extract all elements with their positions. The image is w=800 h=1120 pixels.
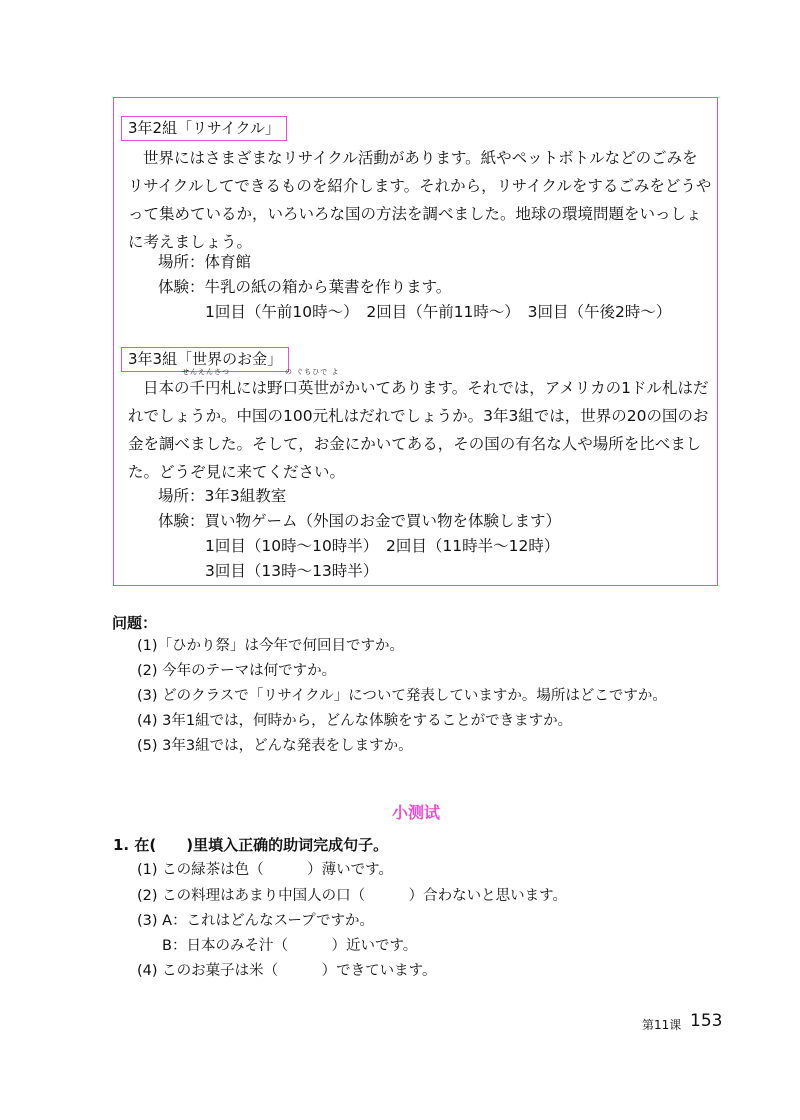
footer-page-number: 153 <box>690 1011 723 1031</box>
question-1: (1)「ひかり祭」は今年で何回目ですか。 <box>137 638 405 654</box>
section-title-money: 3年3組「世界のお金」 <box>121 347 289 372</box>
section-title-recycle: 3年2組「リサイクル」 <box>121 116 287 141</box>
question-4: (4) 3年1組では，何時から，どんな体験をすることができますか。 <box>137 713 573 729</box>
quiz-item-1: (1) この緑茶は色（ ）薄いです。 <box>137 862 393 878</box>
section-place-money: 場所：3年3組教室 <box>158 487 287 505</box>
quiz-item-3b: B：日本のみそ汁（ ）近いです。 <box>162 938 418 954</box>
ruby-noguchihideyo: の ぐちひで よ <box>285 368 340 376</box>
ruby-senensatsu: せんえんさつ <box>182 368 230 376</box>
quiz-title: 小测试 <box>392 803 441 822</box>
section-times-money-1: 1回目（10時～10時半） 2回目（11時半～12時） <box>205 537 560 555</box>
section-times-money-2: 3回目（13時～13時半） <box>205 562 379 580</box>
section-times-recycle: 1回目（午前10時～） 2回目（午前11時～） 3回目（午後2時～） <box>205 303 672 321</box>
footer-lesson-label: 第11课 <box>642 1018 682 1032</box>
section-experience-money: 体験：買い物ゲーム（外国のお金で買い物を体験します） <box>158 512 562 530</box>
section-paragraph-money: 日本の千円札には野口英世がかいてあります。それでは，アメリカの1ドル札はだれでしょうか。中国の100元札はだれでしょうか。3年3組では，世界の20の国のお金を調べました。そして，お金にかいてある，その国の有名な人や場所を比べました。どうぞ見に来てください。 <box>128 379 709 481</box>
question-2: (2) 今年のテーマは何ですか。 <box>137 663 337 679</box>
quiz-item-3a: (3) A：これはどんなスープですか。 <box>137 913 375 929</box>
quiz-item-2: (2) この料理はあまり中国人の口（ ）合わないと思います。 <box>137 888 567 904</box>
questions-heading: 问题： <box>112 614 158 632</box>
section-experience-recycle: 体験：牛乳の紙の箱から葉書を作ります。 <box>158 278 452 296</box>
quiz-item-4: (4) このお菓子は米（ ）できています。 <box>137 963 437 979</box>
question-5: (5) 3年3組では，どんな発表をしますか。 <box>137 738 413 754</box>
quiz-instruction: 1. 在( )里填入正确的助词完成句子。 <box>113 836 389 854</box>
section-paragraph-recycle: 世界にはさまざまなリサイクル活動があります。紙やペットボトルなどのごみをリサイクルしてできるものを紹介します。それから，リサイクルをするごみをどうやって集めているか，いろいろな国の方法を調べました。地球の環境問題をいっしょに考えましょう。 <box>128 149 712 251</box>
section-place-recycle: 場所：体育館 <box>158 253 252 271</box>
question-3: (3) どのクラスで「リサイクル」について発表していますか。場所はどこですか。 <box>137 688 667 704</box>
